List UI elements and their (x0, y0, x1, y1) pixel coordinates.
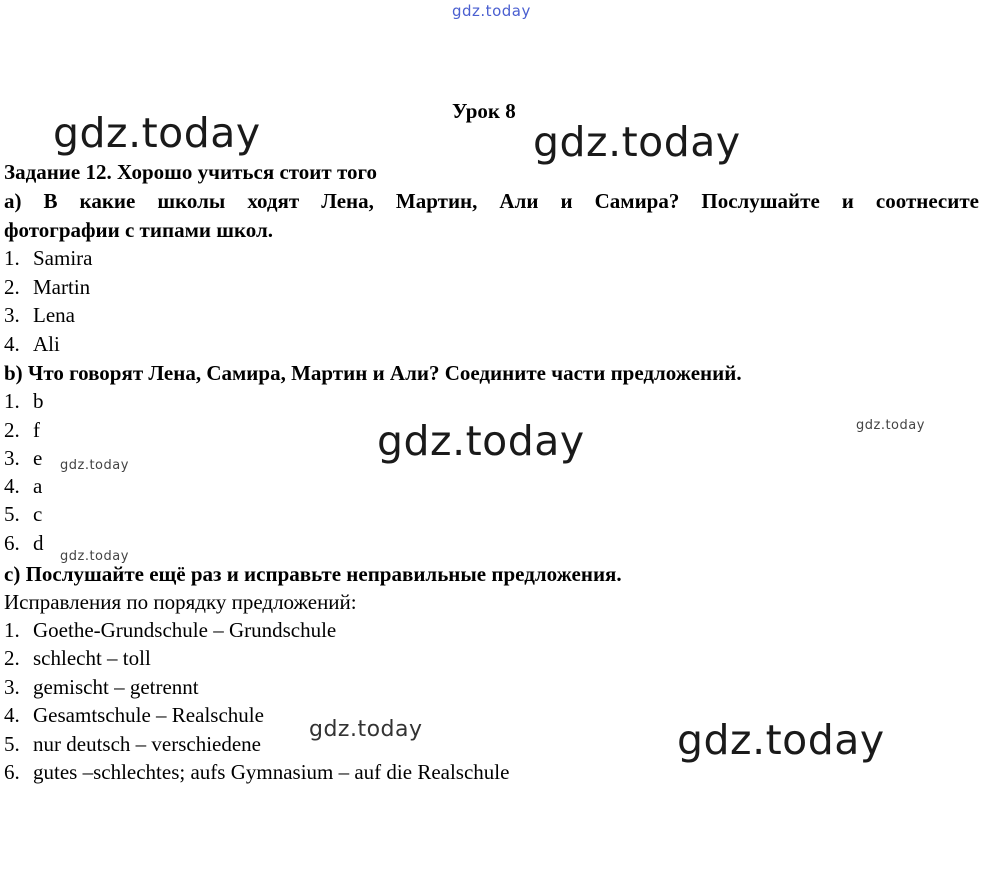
part-c-question: c) Послушайте ещё раз и исправьте неправильные предложения. (4, 562, 622, 586)
list-item (4, 616, 336, 644)
item-text: gutes –schlechtes; aufs Gymnasium – auf die Realschule (33, 760, 510, 784)
part-a-question-line2: фотографии с типами школ. (4, 218, 274, 242)
item-text: Martin (33, 275, 91, 299)
list-item (4, 758, 509, 786)
list-item (4, 644, 151, 672)
item-text: gemischt – getrennt (33, 675, 199, 699)
list-item (4, 500, 42, 528)
list-item (4, 387, 44, 415)
item-text: d (33, 531, 44, 555)
task-title: Задание 12. Хорошо учиться стоит того (4, 160, 378, 184)
item-text: Ali (33, 332, 60, 356)
item-number: 5. (4, 502, 20, 526)
list-item (4, 301, 75, 329)
watermark-big-bottom-right: gdz.today (677, 716, 885, 764)
item-number: 1. (4, 618, 20, 642)
item-number: 5. (4, 732, 20, 756)
list-item (4, 330, 60, 358)
list-item (4, 701, 264, 729)
item-text: Gesamtschule – Realschule (33, 703, 264, 727)
list-item (4, 244, 92, 272)
watermark-small-left-1: gdz.today (60, 458, 129, 473)
item-number: 2. (4, 275, 20, 299)
item-text: c (33, 502, 43, 526)
list-item (4, 673, 199, 701)
list-item (4, 472, 42, 500)
item-number: 4. (4, 703, 20, 727)
item-number: 3. (4, 303, 20, 327)
item-text: Lena (33, 303, 75, 327)
part-b-question: b) Что говорят Лена, Самира, Мартин и Али? Соедините части предложений. (4, 361, 742, 385)
item-number: 1. (4, 246, 20, 270)
item-text: a (33, 474, 43, 498)
watermark-small-right: gdz.today (856, 418, 925, 433)
watermark-big-center: gdz.today (377, 417, 585, 465)
part-c-intro: Исправления по порядку предложений: (4, 590, 357, 614)
watermark-top: gdz.today (452, 2, 531, 20)
item-number: 3. (4, 446, 20, 470)
list-item (4, 273, 90, 301)
item-number: 1. (4, 389, 20, 413)
item-text: Goethe-Grundschule – Grundschule (33, 618, 337, 642)
watermark-big-left: gdz.today (53, 109, 261, 157)
item-number: 6. (4, 760, 20, 784)
item-text: f (33, 418, 40, 442)
item-number: 2. (4, 418, 20, 442)
lesson-title: Урок 8 (452, 99, 516, 123)
item-number: 4. (4, 474, 20, 498)
list-item (4, 416, 40, 444)
watermark-mid-bottom: gdz.today (309, 717, 423, 742)
item-number: 3. (4, 675, 20, 699)
watermark-small-left-2: gdz.today (60, 549, 129, 564)
item-text: schlecht – toll (33, 646, 151, 670)
list-item (4, 730, 261, 758)
watermark-big-right: gdz.today (533, 118, 741, 166)
item-number: 2. (4, 646, 20, 670)
item-text: Samira (33, 246, 93, 270)
list-item (4, 529, 44, 557)
item-text: e (33, 446, 43, 470)
part-a-question-line1: a) В какие школы ходят Лена, Мартин, Али и Самира? Послушайте и соотнесите (4, 189, 979, 213)
list-item (4, 444, 42, 472)
item-number: 6. (4, 531, 20, 555)
item-text: b (33, 389, 44, 413)
item-number: 4. (4, 332, 20, 356)
item-text: nur deutsch – verschiedene (33, 732, 261, 756)
